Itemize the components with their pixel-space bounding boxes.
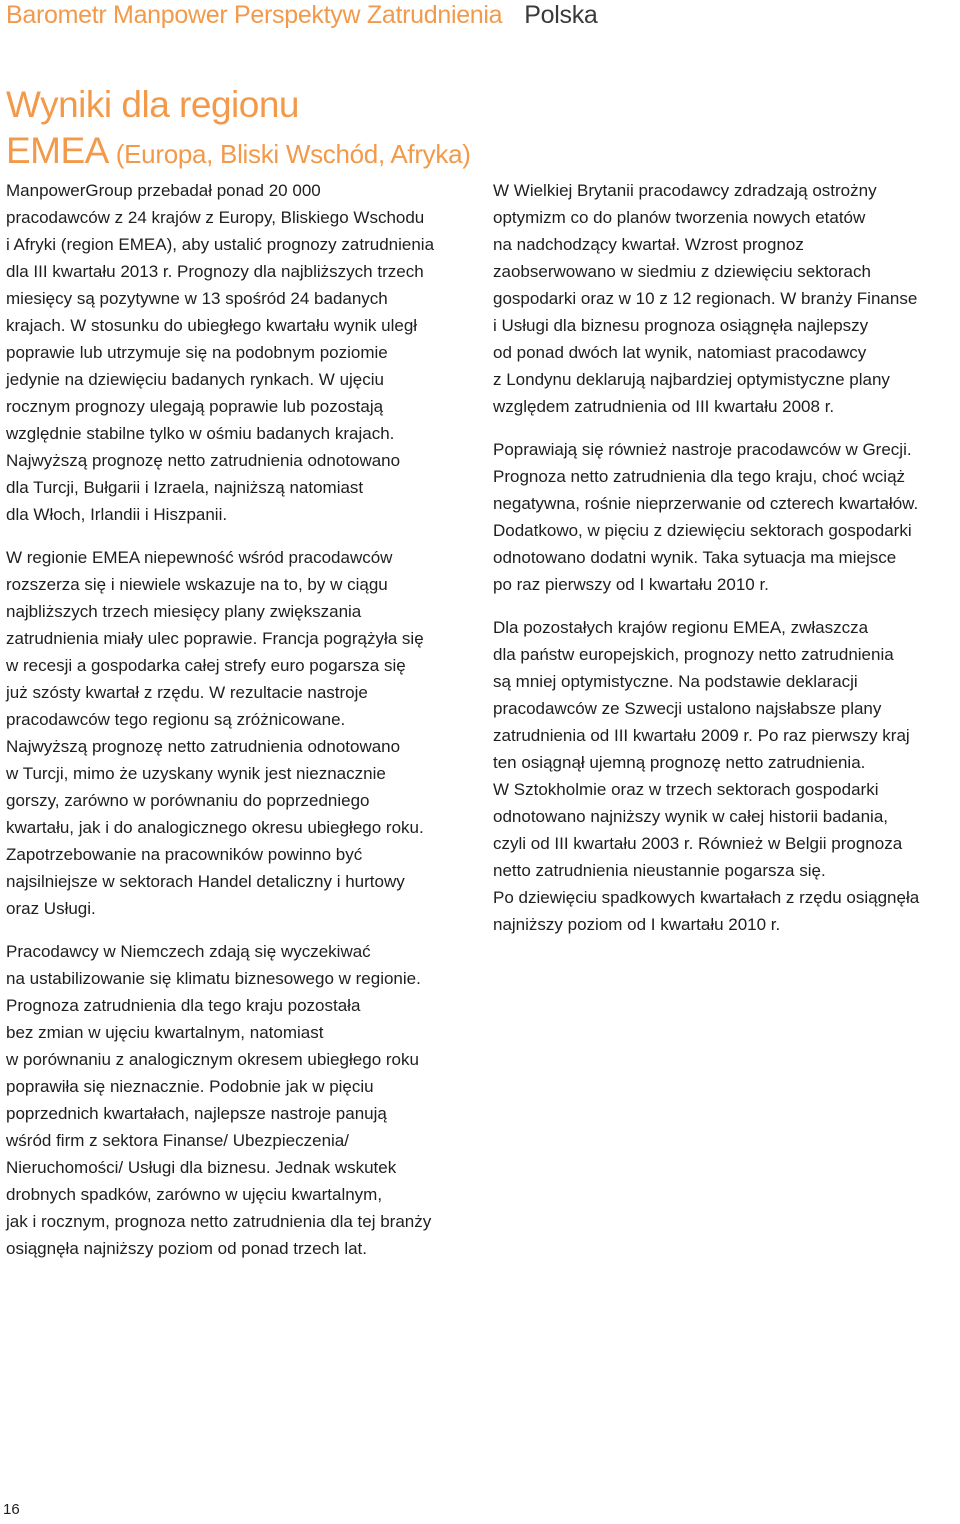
paragraph: ManpowerGroup przebadał ponad 20 000 pracodawców z 24 krajów z Europy, Bliskiego Wschodu i Afryki (region EMEA), aby ustalić prognozy zatrudnienia dla III kwartału 2013 r. Prognozy dla najbliższych trzech miesięcy są pozytywne w 13 spośród 24 badanych krajach. W stosunku do ubiegłego kwartału wynik uległ poprawie lub utrzymuje się na podobnym poziomie jedynie na dziewięciu badanych rynkach. W ujęciu rocznym prognozy ulegają poprawie lub pozostają względnie stabilne tylko w ośmiu badanych krajach. Najwyższą prognozę netto zatrudnienia odnotowano dla Turcji, Bułgarii i Izraela, najniższą natomiast dla Włoch, Irlandii i Hiszpanii.: [6, 181, 435, 524]
section-title-region: EMEA: [6, 130, 109, 171]
section-title-line1: Wyniki dla regionu: [6, 84, 299, 125]
running-header: [6, 0, 598, 30]
paragraph: Poprawiają się również nastroje pracodawców w Grecji. Prognoza netto zatrudnienia dla tego kraju, choć wciąż negatywna, rośnie nieprzerwanie od czterech kwartałów. Dodatkowo, w pięciu z dziewięciu sektorach gospodarki odnotowano dodatni wynik. Taka sytuacja ma miejsce po raz pierwszy od I kwartału 2010 r.: [493, 440, 919, 594]
section-title-line2: [6, 128, 471, 177]
paragraph: W regionie EMEA niepewność wśród pracodawców rozszerza się i niewiele wskazuje na to, by w ciągu najbliższych trzech miesięcy plany zwiększania zatrudnienia miały ulec poprawie. Francja pogrążyła się w recesji a gospodarka całej strefy euro pogarsza się już szósty kwartał z rzędu. W rezultacie nastroje pracodawców tego regionu są zróżnicowane. Najwyższą prognozę netto zatrudnienia odnotowano w Turcji, mimo że uzyskany wynik jest nieznacznie gorszy, zarówno w porównaniu do poprzedniego kwartału, jak i do analogicznego okresu ubiegłego roku. Zapotrzebowanie na pracowników powinno być najsilniejsze w sektorach Handel detaliczny i hurtowy oraz Usługi.: [6, 548, 424, 918]
paragraph: Dla pozostałych krajów regionu EMEA, zwłaszcza dla państw europejskich, prognozy netto zatrudnienia są mniej optymistyczne. Na podstawie deklaracji pracodawców ze Szwecji ustalono najsłabsze plany zatrudnienia od III kwartału 2009 r. Po raz pierwszy kraj ten osiągnął ujemną prognozę netto zatrudnienia. W Sztokholmie oraz w trzech sektorach gospodarki odnotowano najniższy wynik w całej historii badania, czyli od III kwartału 2003 r. Również w Belgii prognoza netto zatrudnienia nieustannie pogarsza się. Po dziewięciu spadkowych kwartałach z rzędu osiągnęła najniższy poziom od I kwartału 2010 r.: [493, 618, 920, 934]
section-title: [6, 82, 471, 177]
left-text-column: [6, 177, 476, 1278]
header-series-title: Barometr Manpower Perspektyw Zatrudnienia: [6, 1, 503, 29]
paragraph: W Wielkiej Brytanii pracodawcy zdradzają ostrożny optymizm co do planów tworzenia nowych etatów na nadchodzący kwartał. Wzrost prognoz zaobserwowano w siedmiu z dziewięciu sektorach gospodarki oraz w 10 z 12 regionach. W branży Finanse i Usługi dla biznesu prognoza osiągnęła najlepszy od ponad dwóch lat wynik, natomiast pracodawcy z Londynu deklarują najbardziej optymistyczne plany względem zatrudnienia od III kwartału 2008 r.: [493, 181, 918, 416]
right-text-column: [493, 177, 957, 954]
paragraph: Pracodawcy w Niemczech zdają się wyczekiwać na ustabilizowanie się klimatu biznesowego w regionie. Prognoza zatrudnienia dla tego kraju pozostała bez zmian w ujęciu kwartalnym, natomiast w porównaniu z analogicznym okresem ubiegłego roku poprawiła się nieznacznie. Podobnie jak w pięciu poprzednich kwartałach, najlepsze nastroje panują wśród firm z sektora Finanse/ Ubezpieczenia/ Nieruchomości/ Usługi dla biznesu. Jednak wskutek drobnych spadków, zarówno w ujęciu kwartalnym, jak i rocznym, prognoza netto zatrudnienia dla tej branży osiągnęła najniższy poziom od ponad trzech lat.: [6, 942, 432, 1258]
header-country: Polska: [524, 1, 598, 29]
section-title-region-description: (Europa, Bliski Wschód, Afryka): [108, 139, 471, 169]
page-number: 16: [3, 1501, 20, 1518]
